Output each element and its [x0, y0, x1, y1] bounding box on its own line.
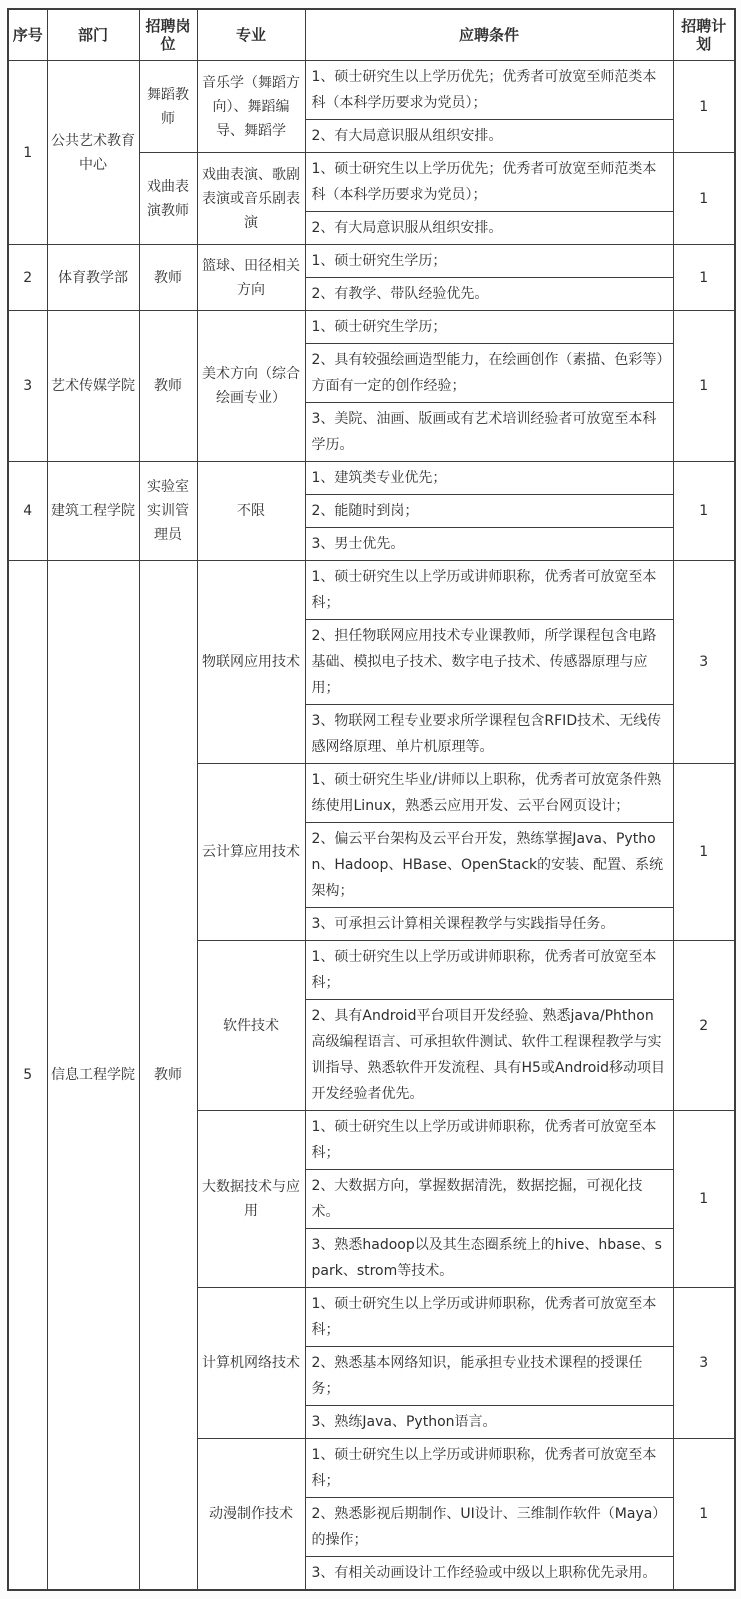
plan-cell: 3 [673, 1288, 735, 1439]
department-cell: 建筑工程学院 [47, 462, 139, 561]
position-cell: 戏曲表演教师 [139, 153, 197, 245]
recruitment-table [7, 8, 736, 1591]
major-cell: 美术方向（综合绘画专业） [197, 311, 305, 462]
position-cell: 舞蹈教师 [139, 61, 197, 153]
table-row [8, 561, 735, 620]
department-cell: 信息工程学院 [47, 561, 139, 1591]
condition-cell: 2、大数据方向，掌握数据清洗，数据挖掘，可视化技术。 [305, 1170, 673, 1229]
condition-cell: 2、熟悉基本网络知识，能承担专业技术课程的授课任务； [305, 1347, 673, 1406]
plan-cell: 2 [673, 941, 735, 1111]
condition-cell: 2、具有较强绘画造型能力，在绘画创作（素描、色彩等）方面有一定的创作经验； [305, 344, 673, 403]
major-cell: 动漫制作技术 [197, 1439, 305, 1591]
header-seq: 序号 [8, 9, 47, 61]
plan-cell: 1 [673, 311, 735, 462]
major-cell: 计算机网络技术 [197, 1288, 305, 1439]
condition-cell: 1、硕士研究生学历； [305, 245, 673, 278]
plan-cell: 1 [673, 462, 735, 561]
position-cell: 教师 [139, 561, 197, 1591]
department-cell: 公共艺术教育中心 [47, 61, 139, 245]
major-cell: 大数据技术与应用 [197, 1111, 305, 1288]
condition-cell: 2、有大局意识服从组织安排。 [305, 212, 673, 245]
header-major: 专业 [197, 9, 305, 61]
condition-cell: 3、物联网工程专业要求所学课程包含RFID技术、无线传感网络原理、单片机原理等。 [305, 705, 673, 764]
seq-cell: 2 [8, 245, 47, 311]
table-row [8, 462, 735, 495]
position-cell: 实验室实训管理员 [139, 462, 197, 561]
condition-cell: 1、硕士研究生毕业/讲师以上职称，优秀者可放宽条件熟练使用Linux，熟悉云应用开发、云平台网页设计； [305, 764, 673, 823]
condition-cell: 3、有相关动画设计工作经验或中级以上职称优先录用。 [305, 1557, 673, 1591]
condition-cell: 1、建筑类专业优先； [305, 462, 673, 495]
seq-cell: 1 [8, 61, 47, 245]
seq-cell: 5 [8, 561, 47, 1591]
condition-cell: 1、硕士研究生以上学历或讲师职称，优秀者可放宽至本科； [305, 1439, 673, 1498]
condition-cell: 2、能随时到岗； [305, 495, 673, 528]
major-cell: 物联网应用技术 [197, 561, 305, 764]
major-cell: 不限 [197, 462, 305, 561]
table-header-row [8, 9, 735, 61]
position-cell: 教师 [139, 311, 197, 462]
condition-cell: 2、偏云平台架构及云平台开发，熟练掌握Java、Python、Hadoop、HBase、OpenStack的安装、配置、系统架构； [305, 823, 673, 908]
department-cell: 艺术传媒学院 [47, 311, 139, 462]
plan-cell: 1 [673, 1439, 735, 1591]
condition-cell: 3、熟练Java、Python语言。 [305, 1406, 673, 1439]
condition-cell: 1、硕士研究生以上学历或讲师职称，优秀者可放宽至本科； [305, 941, 673, 1000]
header-plan: 招聘计划 [673, 9, 735, 61]
condition-cell: 2、有大局意识服从组织安排。 [305, 120, 673, 153]
condition-cell: 2、具有Android平台项目开发经验、熟悉java/Phthon高级编程语言、可承担软件测试、软件工程课程教学与实训指导、熟悉软件开发流程、具有H5或Android移动项目开发经验者优先。 [305, 1000, 673, 1111]
condition-cell: 1、硕士研究生学历； [305, 311, 673, 344]
seq-cell: 3 [8, 311, 47, 462]
header-department: 部门 [47, 9, 139, 61]
condition-cell: 1、硕士研究生以上学历或讲师职称，优秀者可放宽至本科； [305, 561, 673, 620]
major-cell: 音乐学（舞蹈方向）、舞蹈编导、舞蹈学 [197, 61, 305, 153]
condition-cell: 1、硕士研究生以上学历优先；优秀者可放宽至师范类本科（本科学历要求为党员）； [305, 153, 673, 212]
condition-cell: 1、硕士研究生以上学历优先；优秀者可放宽至师范类本科（本科学历要求为党员）； [305, 61, 673, 120]
table-row [8, 61, 735, 120]
condition-cell: 2、熟悉影视后期制作、UI设计、三维制作软件（Maya）的操作； [305, 1498, 673, 1557]
plan-cell: 1 [673, 153, 735, 245]
table-row [8, 245, 735, 278]
table-row [8, 311, 735, 344]
table-body [8, 61, 735, 1591]
seq-cell: 4 [8, 462, 47, 561]
plan-cell: 1 [673, 61, 735, 153]
major-cell: 篮球、田径相关方向 [197, 245, 305, 311]
header-position: 招聘岗位 [139, 9, 197, 61]
plan-cell: 1 [673, 245, 735, 311]
major-cell: 软件技术 [197, 941, 305, 1111]
plan-cell: 1 [673, 764, 735, 941]
condition-cell: 3、美院、油画、版画或有艺术培训经验者可放宽至本科学历。 [305, 403, 673, 462]
position-cell: 教师 [139, 245, 197, 311]
major-cell: 戏曲表演、歌剧表演或音乐剧表演 [197, 153, 305, 245]
plan-cell: 3 [673, 561, 735, 764]
condition-cell: 3、熟悉hadoop以及其生态圈系统上的hive、hbase、spark、strom等技术。 [305, 1229, 673, 1288]
condition-cell: 3、可承担云计算相关课程教学与实践指导任务。 [305, 908, 673, 941]
major-cell: 云计算应用技术 [197, 764, 305, 941]
condition-cell: 2、担任物联网应用技术专业课教师，所学课程包含电路基础、模拟电子技术、数字电子技术、传感器原理与应用； [305, 620, 673, 705]
condition-cell: 1、硕士研究生以上学历或讲师职称，优秀者可放宽至本科； [305, 1111, 673, 1170]
plan-cell: 1 [673, 1111, 735, 1288]
condition-cell: 1、硕士研究生以上学历或讲师职称，优秀者可放宽至本科； [305, 1288, 673, 1347]
header-conditions: 应聘条件 [305, 9, 673, 61]
department-cell: 体育教学部 [47, 245, 139, 311]
condition-cell: 3、男士优先。 [305, 528, 673, 561]
condition-cell: 2、有教学、带队经验优先。 [305, 278, 673, 311]
